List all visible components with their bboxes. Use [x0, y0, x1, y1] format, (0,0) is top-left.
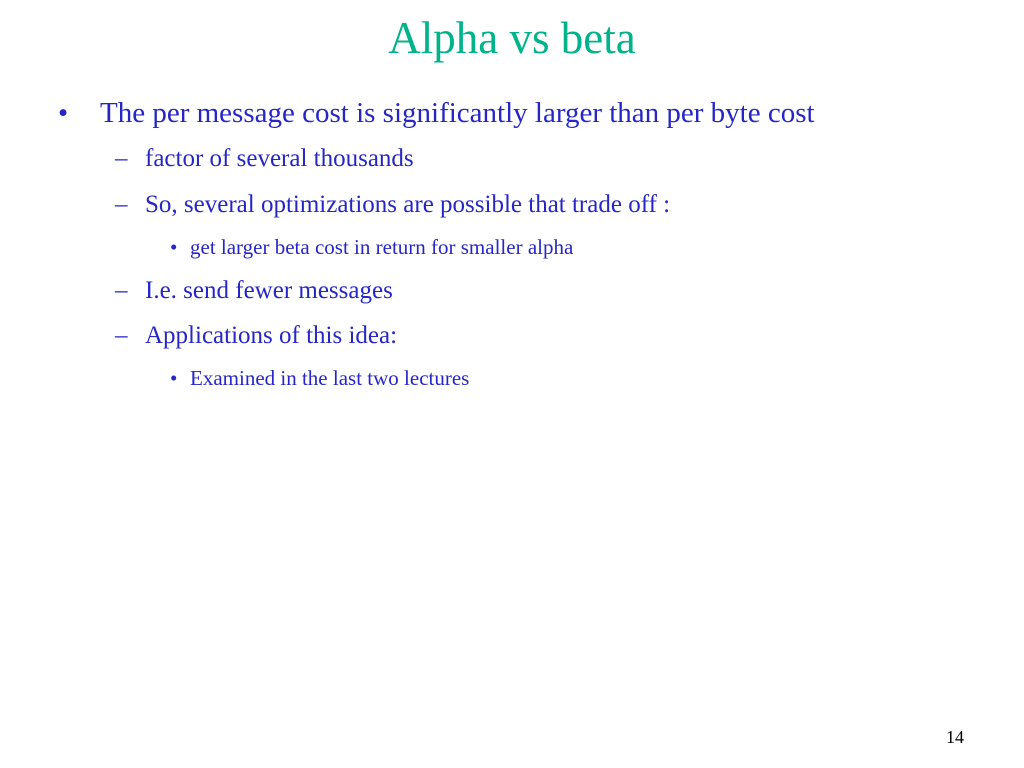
sub-bullet-item: [115, 143, 915, 175]
dash-marker: –: [115, 322, 128, 349]
sub-bullet-item: [115, 189, 915, 221]
page-number: 14: [946, 727, 964, 747]
dash-marker: –: [115, 145, 128, 172]
dash-marker: –: [115, 191, 128, 218]
sub-bullet-text: Applications of this idea:: [145, 322, 398, 349]
sub-bullet-item: [115, 275, 915, 307]
sub-sub-bullet-item: [170, 233, 870, 261]
slide-title: Alpha vs beta: [388, 13, 636, 63]
bullet-marker: •: [170, 235, 178, 259]
sub-bullet-text: factor of several thousands: [145, 145, 414, 172]
bullet-item: [58, 95, 958, 131]
sub-bullet-item: [115, 320, 915, 352]
sub-sub-bullet-text: get larger beta cost in return for smaller alpha: [190, 235, 574, 259]
sub-bullet-text: I.e. send fewer messages: [145, 277, 393, 304]
bullet-text: The per message cost is significantly larger than per byte cost: [100, 97, 815, 129]
sub-bullet-text: So, several optimizations are possible that trade off :: [145, 191, 671, 218]
bullet-marker: •: [58, 97, 69, 129]
sub-sub-bullet-text: Examined in the last two lectures: [190, 366, 470, 390]
dash-marker: –: [115, 277, 128, 304]
bullet-marker: •: [170, 366, 178, 390]
sub-sub-bullet-item: [170, 364, 870, 392]
